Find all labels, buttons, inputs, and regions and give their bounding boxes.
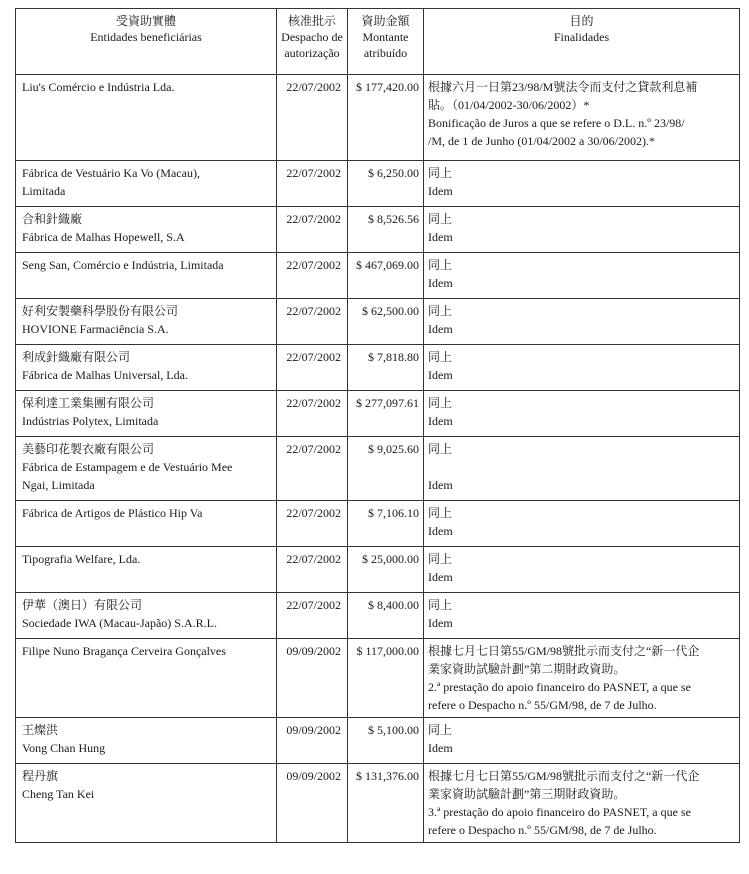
entity-name-line: Filipe Nuno Bragança Cerveira Gonçalves — [22, 644, 226, 658]
entity-name-line: 利成針織廠有限公司 — [22, 350, 131, 364]
amount-value: $ 25,000.00 — [362, 552, 419, 566]
purpose-cell — [424, 639, 740, 718]
date-cell — [277, 253, 348, 299]
authorization-date: 22/07/2002 — [286, 304, 341, 318]
purpose-cell — [424, 207, 740, 253]
entity-name-line: Liu's Comércio e Indústria Lda. — [22, 80, 175, 94]
entity-cell — [16, 391, 277, 437]
entity-name-line: Fábrica de Estampagem e de Vestuário Mee — [22, 460, 233, 474]
entity-cell — [16, 593, 277, 639]
purpose-line: 同上 — [428, 212, 453, 226]
entity-name-line: Cheng Tan Kei — [22, 787, 95, 801]
header-amount-pt2: atribuído — [363, 46, 408, 60]
purpose-cell — [424, 547, 740, 593]
date-cell — [277, 718, 348, 764]
purpose-cell — [424, 299, 740, 345]
amount-cell — [348, 639, 424, 718]
table-row — [16, 547, 740, 593]
purpose-line: Idem — [428, 478, 453, 492]
amount-value: $ 8,400.00 — [368, 598, 419, 612]
amount-value: $ 177,420.00 — [356, 80, 419, 94]
amount-value: $ 62,500.00 — [362, 304, 419, 318]
table-row — [16, 391, 740, 437]
amount-cell — [348, 501, 424, 547]
purpose-line: 根據六月一日第23/98/M號法令而支付之貸款利息補 — [428, 80, 698, 94]
table-row — [16, 593, 740, 639]
entity-cell — [16, 437, 277, 501]
entity-name-line: Limitada — [22, 184, 66, 198]
entity-cell — [16, 345, 277, 391]
purpose-line: 貼。（01/04/2002-30/06/2002）* — [428, 98, 590, 112]
header-purpose-zh: 目的 — [569, 14, 594, 28]
authorization-date: 22/07/2002 — [286, 552, 341, 566]
entity-cell — [16, 253, 277, 299]
entity-name-line: Fábrica de Vestuário Ka Vo (Macau), — [22, 166, 200, 180]
entity-name-line: 程丹旗 — [22, 769, 59, 783]
purpose-line: 同上 — [428, 723, 453, 737]
header-purpose — [424, 9, 740, 75]
table-row — [16, 501, 740, 547]
entity-name-line: 王燦洪 — [22, 723, 59, 737]
date-cell — [277, 161, 348, 207]
entity-name-line: 美藝印花製衣廠有限公司 — [22, 442, 155, 456]
purpose-line: Idem — [428, 368, 453, 382]
purpose-line: Idem — [428, 616, 453, 630]
entity-name-line: Fábrica de Malhas Hopewell, S.A — [22, 230, 185, 244]
purpose-cell — [424, 345, 740, 391]
purpose-cell — [424, 764, 740, 843]
amount-cell — [348, 345, 424, 391]
purpose-line: Idem — [428, 184, 453, 198]
header-entity — [16, 9, 277, 75]
date-cell — [277, 764, 348, 843]
purpose-line: Idem — [428, 414, 453, 428]
amount-value: $ 7,106.10 — [368, 506, 419, 520]
purpose-line: 根據七月七日第55/GM/98號批示而支付之“新一代企 — [428, 769, 700, 783]
table-row — [16, 161, 740, 207]
amount-value: $ 5,100.00 — [368, 723, 419, 737]
amount-value: $ 7,818.80 — [368, 350, 419, 364]
authorization-date: 22/07/2002 — [286, 442, 341, 456]
amount-cell — [348, 207, 424, 253]
table-row — [16, 437, 740, 501]
amount-cell — [348, 593, 424, 639]
entity-name-line: HOVIONE Farmaciência S.A. — [22, 322, 169, 336]
amount-cell — [348, 764, 424, 843]
entity-name-line: 保利達工業集團有限公司 — [22, 396, 155, 410]
entity-cell — [16, 161, 277, 207]
purpose-line: Idem — [428, 570, 453, 584]
authorization-date: 22/07/2002 — [286, 396, 341, 410]
header-date — [277, 9, 348, 75]
table-row — [16, 207, 740, 253]
authorization-date: 22/07/2002 — [286, 258, 341, 272]
date-cell — [277, 299, 348, 345]
entity-cell — [16, 75, 277, 161]
amount-value: $ 9,025.60 — [368, 442, 419, 456]
table-row — [16, 718, 740, 764]
date-cell — [277, 75, 348, 161]
purpose-line: 2.ª prestação do apoio financeiro do PASNET, a que se — [428, 680, 691, 694]
amount-value: $ 6,250.00 — [368, 166, 419, 180]
purpose-line: Bonificação de Juros a que se refere o D.L. n.º 23/98/ — [428, 116, 685, 130]
purpose-cell — [424, 593, 740, 639]
purpose-line: Idem — [428, 524, 453, 538]
purpose-line: refere o Despacho n.º 55/GM/98, de 7 de Julho. — [428, 823, 657, 837]
date-cell — [277, 391, 348, 437]
date-cell — [277, 501, 348, 547]
purpose-line: Idem — [428, 322, 453, 336]
purpose-line: 同上 — [428, 552, 453, 566]
amount-value: $ 8,526.56 — [368, 212, 419, 226]
purpose-cell — [424, 437, 740, 501]
purpose-line: 業家資助試驗計劃”第三期財政資助。 — [428, 787, 626, 801]
purpose-line: 同上 — [428, 304, 453, 318]
date-cell — [277, 345, 348, 391]
amount-cell — [348, 299, 424, 345]
authorization-date: 22/07/2002 — [286, 598, 341, 612]
header-date-pt1: Despacho de — [281, 30, 343, 44]
table-row — [16, 299, 740, 345]
entity-cell — [16, 299, 277, 345]
authorization-date: 09/09/2002 — [286, 644, 341, 658]
table-row — [16, 764, 740, 843]
date-cell — [277, 547, 348, 593]
purpose-cell — [424, 501, 740, 547]
authorization-date: 22/07/2002 — [286, 506, 341, 520]
purpose-cell — [424, 718, 740, 764]
entity-cell — [16, 207, 277, 253]
header-amount-pt1: Montante — [362, 30, 409, 44]
header-amount — [348, 9, 424, 75]
date-cell — [277, 593, 348, 639]
entity-name-line: Fábrica de Malhas Universal, Lda. — [22, 368, 188, 382]
purpose-line: 根據七月七日第55/GM/98號批示而支付之“新一代企 — [428, 644, 700, 658]
amount-cell — [348, 253, 424, 299]
entity-cell — [16, 501, 277, 547]
purpose-line: Idem — [428, 741, 453, 755]
entity-cell — [16, 718, 277, 764]
purpose-line: 同上 — [428, 598, 453, 612]
entity-cell — [16, 764, 277, 843]
purpose-line: 同上 — [428, 442, 453, 456]
entity-name-line: Vong Chan Hung — [22, 741, 106, 755]
table-row — [16, 253, 740, 299]
date-cell — [277, 207, 348, 253]
entity-name-line: Sociedade IWA (Macau-Japão) S.A.R.L. — [22, 616, 217, 630]
header-date-pt2: autorização — [284, 46, 340, 60]
purpose-cell — [424, 161, 740, 207]
amount-value: $ 277,097.61 — [356, 396, 419, 410]
authorization-date: 22/07/2002 — [286, 212, 341, 226]
table-row — [16, 75, 740, 161]
authorization-date: 09/09/2002 — [286, 723, 341, 737]
header-entity-zh: 受資助實體 — [115, 14, 176, 28]
amount-cell — [348, 161, 424, 207]
amount-cell — [348, 547, 424, 593]
purpose-line: 同上 — [428, 258, 453, 272]
entity-cell — [16, 639, 277, 718]
purpose-cell — [424, 75, 740, 161]
header-amount-zh: 資助金額 — [361, 14, 410, 28]
authorization-date: 09/09/2002 — [286, 769, 341, 783]
purpose-cell — [424, 391, 740, 437]
authorization-date: 22/07/2002 — [286, 350, 341, 364]
purpose-cell — [424, 253, 740, 299]
purpose-line — [428, 458, 735, 476]
purpose-line: 同上 — [428, 350, 453, 364]
amount-value: $ 117,000.00 — [356, 644, 419, 658]
amount-cell — [348, 391, 424, 437]
purpose-line: /M, de 1 de Junho (01/04/2002 a 30/06/2002).* — [428, 134, 655, 148]
header-date-zh: 核准批示 — [287, 14, 336, 28]
table-body — [16, 75, 740, 843]
entity-name-line: Indústrias Polytex, Limitada — [22, 414, 159, 428]
entity-name-line: Fábrica de Artigos de Plástico Hip Va — [22, 506, 203, 520]
purpose-line: 同上 — [428, 396, 453, 410]
purpose-line: Idem — [428, 276, 453, 290]
entity-name-line: Ngai, Limitada — [22, 478, 95, 492]
amount-cell — [348, 437, 424, 501]
entity-cell — [16, 547, 277, 593]
authorization-date: 22/07/2002 — [286, 166, 341, 180]
purpose-line: refere o Despacho n.º 55/GM/98, de 7 de Julho. — [428, 698, 657, 712]
date-cell — [277, 437, 348, 501]
entity-name-line: Tipografia Welfare, Lda. — [22, 552, 141, 566]
table-row — [16, 345, 740, 391]
entity-name-line: 伊華（澳日）有限公司 — [22, 598, 143, 612]
purpose-line: 同上 — [428, 166, 453, 180]
header-row — [16, 9, 740, 75]
table-row — [16, 639, 740, 718]
amount-cell — [348, 718, 424, 764]
amount-value: $ 131,376.00 — [356, 769, 419, 783]
entity-name-line: 好利安製藥科學股份有限公司 — [22, 304, 179, 318]
authorization-date: 22/07/2002 — [286, 80, 341, 94]
grants-table — [15, 8, 740, 843]
purpose-line: Idem — [428, 230, 453, 244]
header-entity-pt: Entidades beneficiárias — [90, 30, 202, 44]
date-cell — [277, 639, 348, 718]
purpose-line: 3.ª prestação do apoio financeiro do PASNET, a que se — [428, 805, 691, 819]
amount-value: $ 467,069.00 — [356, 258, 419, 272]
purpose-line: 同上 — [428, 506, 453, 520]
amount-cell — [348, 75, 424, 161]
header-purpose-pt: Finalidades — [553, 30, 610, 44]
purpose-line: 業家資助試驗計劃”第二期財政資助。 — [428, 662, 626, 676]
entity-name-line: Seng San, Comércio e Indústria, Limitada — [22, 258, 224, 272]
entity-name-line: 合和針織廠 — [22, 212, 83, 226]
